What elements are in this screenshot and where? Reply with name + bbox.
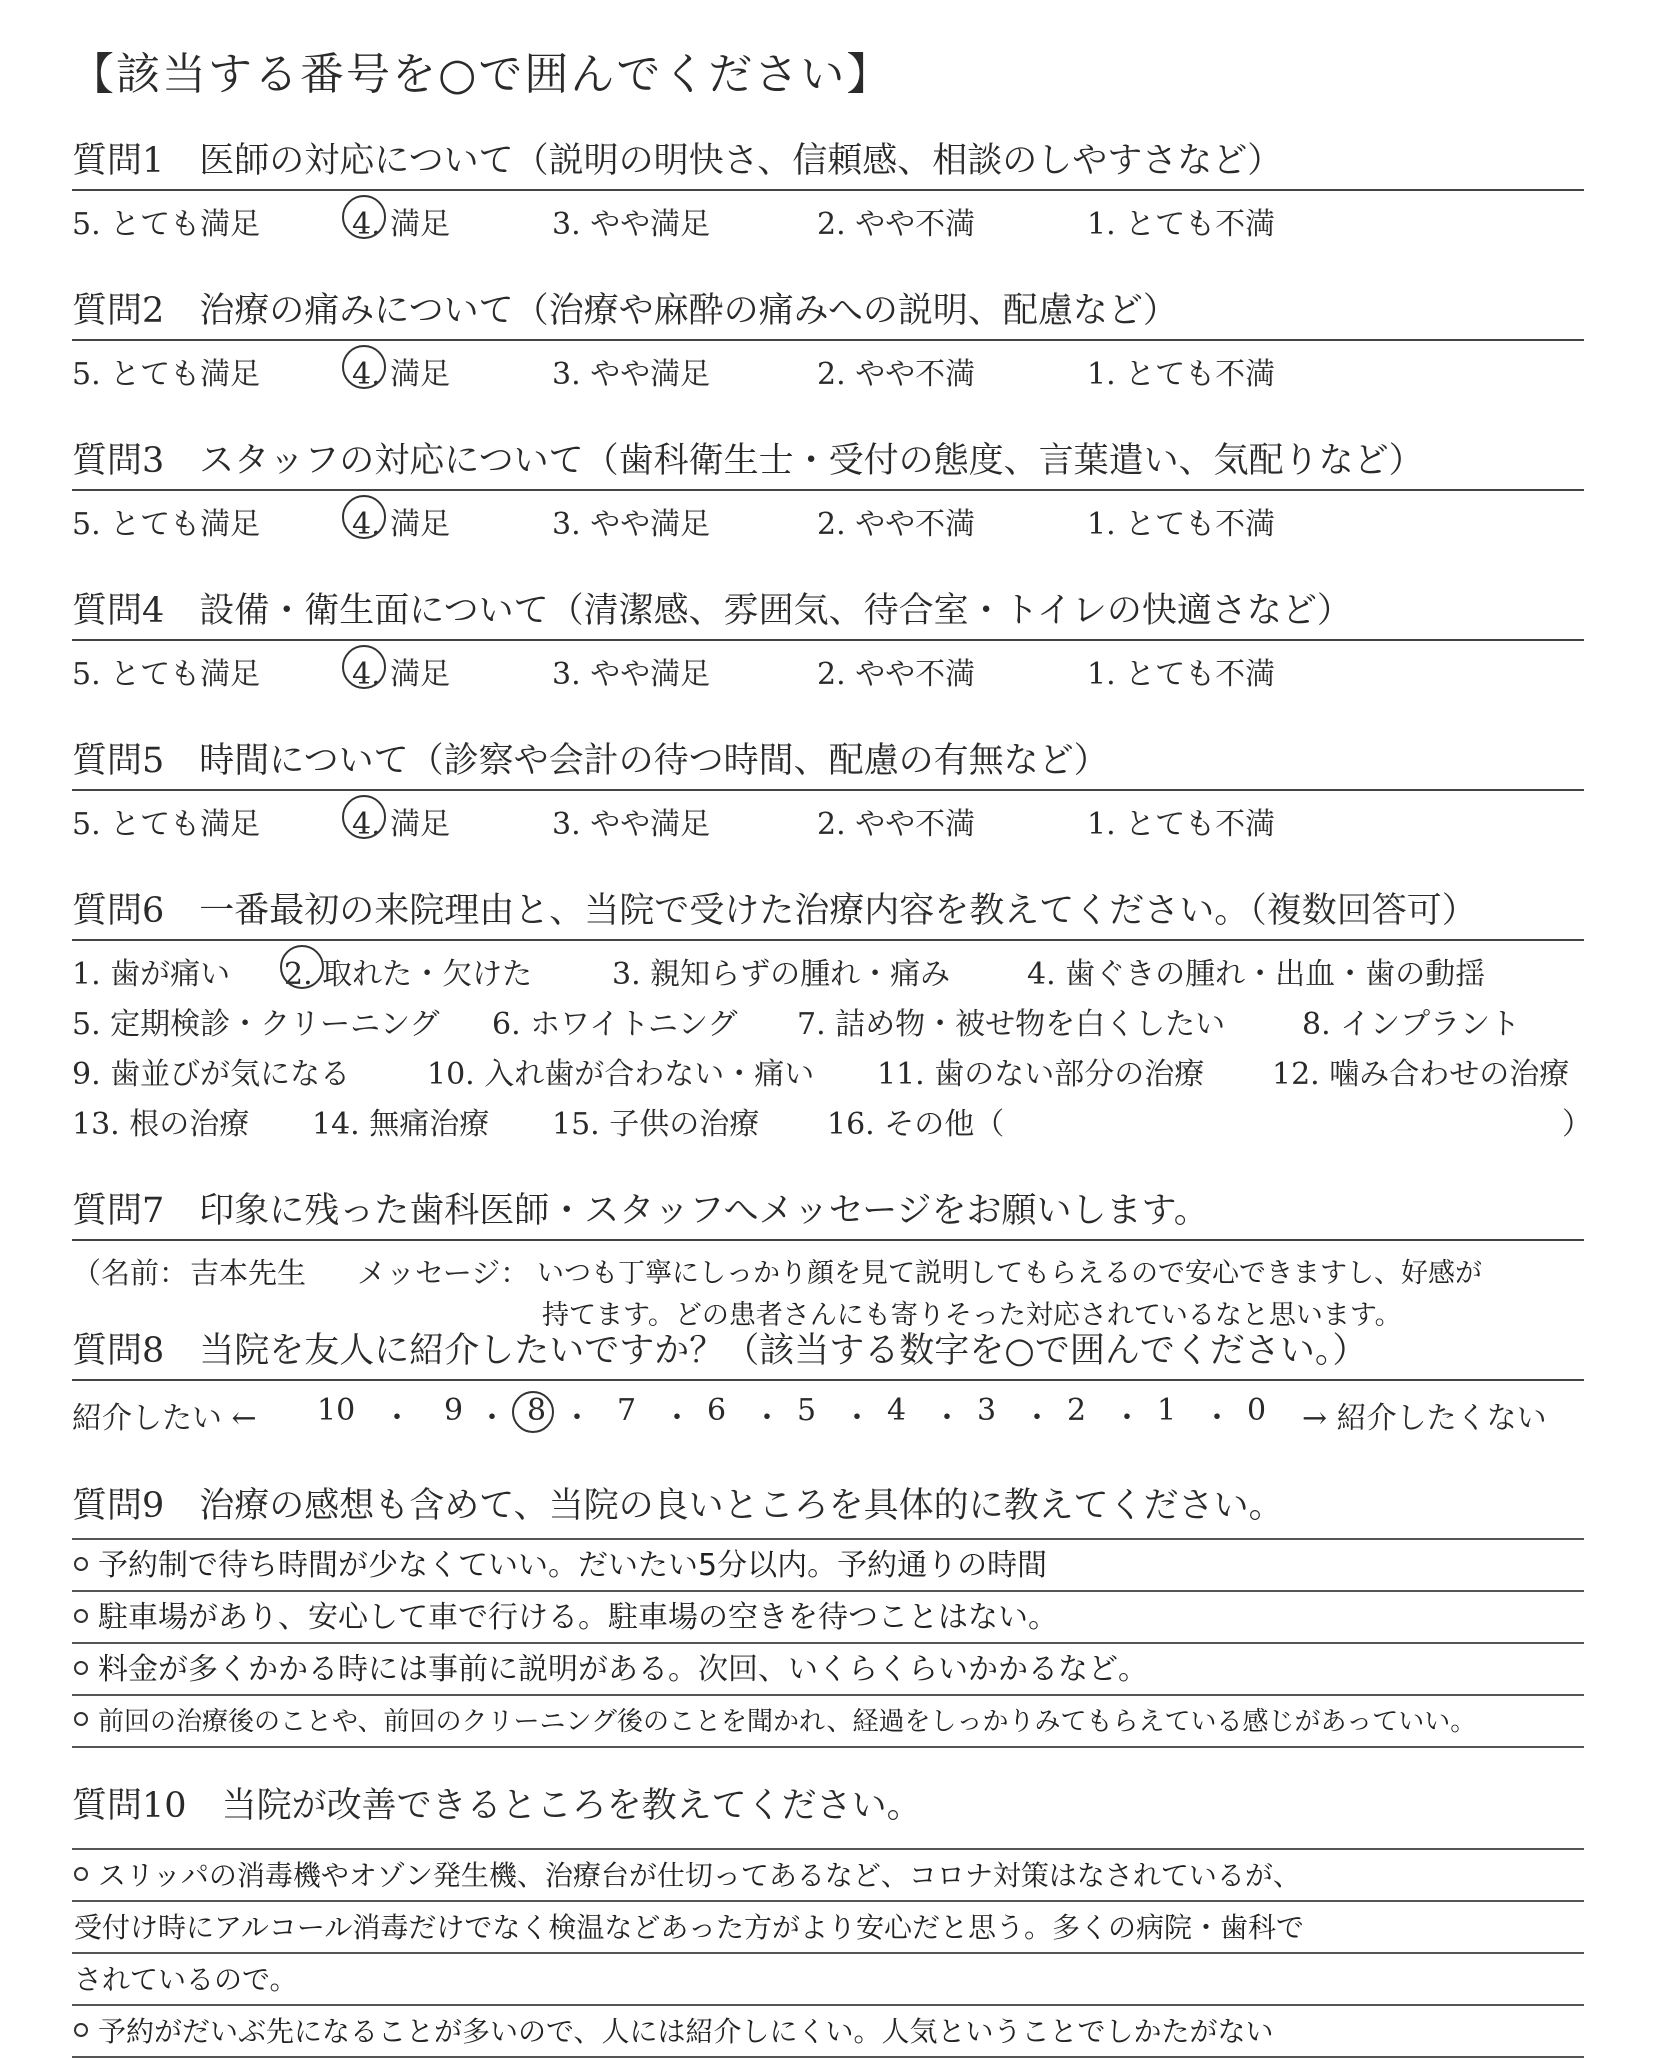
option-16-close: ）: [1562, 1107, 1592, 1142]
option-row: [72, 991, 1584, 1041]
question-label: 質問2: [72, 291, 165, 331]
option-satisfied[interactable]: 4. 満足: [352, 657, 451, 692]
message-line-1[interactable]: いつも丁寧にしっかり顔を見て説明してもらえるので安心できますし、好感が: [537, 1258, 1482, 1289]
option-very-satisfied[interactable]: 5. とても満足: [72, 657, 261, 692]
answer-line-1[interactable]: 予約制で待ち時間が少なくていい。だいたい5分以内。予約通りの時間: [72, 1540, 1584, 1592]
answer-lines: [72, 1538, 1584, 1748]
option-12[interactable]: 12. 噛み合わせの治療: [1272, 1057, 1570, 1092]
question-text: 当院を友人に紹介したいですか？（該当する数字を○で囲んでください。）: [199, 1331, 1368, 1371]
option-somewhat-satisfied[interactable]: 3. やや満足: [552, 207, 711, 242]
option-1[interactable]: 1. 歯が痛い: [72, 957, 231, 992]
option-very-dissatisfied[interactable]: 1. とても不満: [1087, 357, 1276, 392]
option-7[interactable]: 7. 詰め物・被せ物を白くしたい: [797, 1007, 1226, 1042]
question-text: 当院が改善できるところを教えてください。: [221, 1786, 922, 1826]
option-satisfied[interactable]: 4. 満足: [352, 357, 451, 392]
question-9: [72, 1480, 1584, 1748]
option-very-satisfied[interactable]: 5. とても満足: [72, 357, 261, 392]
answer-line-4[interactable]: 予約がだいぶ先になることが多いので、人には紹介しにくい。人気ということでしかたがない: [72, 2006, 1584, 2058]
score-2[interactable]: 2: [1067, 1393, 1087, 1428]
option-row: [72, 1041, 1584, 1091]
option-4[interactable]: 4. 歯ぐきの腫れ・出血・歯の動揺: [1027, 957, 1486, 992]
option-6[interactable]: 6. ホワイトニング: [492, 1007, 738, 1042]
option-somewhat-satisfied[interactable]: 3. やや満足: [552, 357, 711, 392]
answer-line-3[interactable]: されているので。: [72, 1954, 1584, 2006]
option-13[interactable]: 13. 根の治療: [72, 1107, 250, 1142]
score-0[interactable]: 0: [1247, 1393, 1267, 1428]
answer-lines: [72, 1848, 1584, 2058]
score-9[interactable]: 9: [444, 1393, 464, 1428]
question-text: 一番最初の来院理由と、当院で受けた治療内容を教えてください。（複数回答可）: [199, 891, 1477, 931]
question-label: 質問4: [72, 591, 165, 631]
option-5[interactable]: 5. 定期検診・クリーニング: [72, 1007, 440, 1042]
question-7: [72, 1185, 1584, 1333]
option-very-satisfied[interactable]: 5. とても満足: [72, 507, 261, 542]
rating-row: [72, 791, 1584, 842]
rating-row: [72, 191, 1584, 242]
message-line-2[interactable]: 持てます。どの患者さんにも寄りそった対応されているなと思います。: [542, 1300, 1402, 1331]
rating-row: [72, 641, 1584, 692]
question-label: 質問9: [72, 1486, 165, 1526]
score-6[interactable]: 6: [707, 1393, 727, 1428]
question-3: [72, 435, 1584, 542]
message-label: メッセージ：: [357, 1256, 530, 1290]
option-somewhat-dissatisfied[interactable]: 2. やや不満: [817, 657, 976, 692]
question-8: [72, 1325, 1584, 1441]
message-block: [72, 1241, 1584, 1333]
question-text: 設備・衛生面について（清潔感、雰囲気、待合室・トイレの快適さなど）: [199, 591, 1352, 631]
option-very-dissatisfied[interactable]: 1. とても不満: [1087, 207, 1276, 242]
recommend-scale: 紹介したい ← 10 ・ 9 ・ 8 ・ 7 ・ 6 ・ 5 ・ 4 ・ 3 ・ 2 ・ 1 ・ 0 → 紹介したくない: [72, 1393, 1547, 1436]
rating-row: [72, 341, 1584, 392]
answer-line-2[interactable]: 受付け時にアルコール消毒だけでなく検温などあった方がより安心だと思う。多くの病院・歯科で: [72, 1902, 1584, 1954]
option-satisfied[interactable]: 4. 満足: [352, 207, 451, 242]
score-8[interactable]: 8: [527, 1393, 547, 1428]
option-15[interactable]: 15. 子供の治療: [552, 1107, 760, 1142]
question-label: 質問3: [72, 441, 165, 481]
option-very-dissatisfied[interactable]: 1. とても不満: [1087, 657, 1276, 692]
question-text: スタッフの対応について（歯科衛生士・受付の態度、言葉遣い、気配りなど）: [199, 441, 1424, 481]
option-very-satisfied[interactable]: 5. とても満足: [72, 807, 261, 842]
answer-line-3[interactable]: 料金が多くかかる時には事前に説明がある。次回、いくらくらいかかるなど。: [72, 1644, 1584, 1696]
option-14[interactable]: 14. 無痛治療: [312, 1107, 490, 1142]
option-9[interactable]: 9. 歯並びが気になる: [72, 1057, 351, 1092]
question-text: 印象に残った歯科医師・スタッフへメッセージをお願いします。: [199, 1191, 1209, 1231]
name-value[interactable]: 吉本先生: [190, 1256, 307, 1290]
question-text: 治療の感想も含めて、当院の良いところを具体的に教えてください。: [199, 1486, 1284, 1526]
option-very-dissatisfied[interactable]: 1. とても不満: [1087, 507, 1276, 542]
question-5: [72, 735, 1584, 842]
option-satisfied[interactable]: 4. 満足: [352, 807, 451, 842]
option-somewhat-dissatisfied[interactable]: 2. やや不満: [817, 207, 976, 242]
rating-row: [72, 491, 1584, 542]
recommend-right-label: → 紹介したくない: [1302, 1401, 1547, 1436]
option-somewhat-dissatisfied[interactable]: 2. やや不満: [817, 507, 976, 542]
question-text: 時間について（診察や会計の待つ時間、配慮の有無など）: [199, 741, 1109, 781]
question-text: 医師の対応について（説明の明快さ、信頼感、相談のしやすさなど）: [199, 141, 1283, 181]
question-label: 質問5: [72, 741, 165, 781]
option-somewhat-dissatisfied[interactable]: 2. やや不満: [817, 807, 976, 842]
score-7[interactable]: 7: [617, 1393, 637, 1428]
score-4[interactable]: 4: [887, 1393, 907, 1428]
question-label: 質問1: [72, 141, 165, 181]
option-somewhat-satisfied[interactable]: 3. やや満足: [552, 657, 711, 692]
question-label: 質問10: [72, 1786, 187, 1826]
question-4: [72, 585, 1584, 692]
option-satisfied[interactable]: 4. 満足: [352, 507, 451, 542]
option-very-satisfied[interactable]: 5. とても満足: [72, 207, 261, 242]
question-2: [72, 285, 1584, 392]
option-somewhat-satisfied[interactable]: 3. やや満足: [552, 507, 711, 542]
option-row: [72, 941, 1584, 991]
option-very-dissatisfied[interactable]: 1. とても不満: [1087, 807, 1276, 842]
question-1: [72, 135, 1584, 242]
answer-line-1[interactable]: スリッパの消毒機やオゾン発生機、治療台が仕切ってあるなど、コロナ対策はなされているが、: [72, 1850, 1584, 1902]
question-label: 質問6: [72, 891, 165, 931]
recommend-left-label: 紹介したい ←: [72, 1401, 257, 1436]
question-label: 質問7: [72, 1191, 165, 1231]
option-11[interactable]: 11. 歯のない部分の治療: [877, 1057, 1205, 1092]
score-1[interactable]: 1: [1157, 1393, 1177, 1428]
page-title: 【該当する番号を○で囲んでください】: [70, 49, 893, 100]
question-6: [72, 885, 1592, 1142]
question-10: [72, 1780, 1584, 2058]
score-5[interactable]: 5: [797, 1393, 817, 1428]
option-somewhat-satisfied[interactable]: 3. やや満足: [552, 807, 711, 842]
answer-line-2[interactable]: 駐車場があり、安心して車で行ける。駐車場の空きを待つことはない。: [72, 1592, 1584, 1644]
option-3[interactable]: 3. 親知らずの腫れ・痛み: [612, 957, 951, 992]
score-10[interactable]: 10: [317, 1393, 356, 1428]
option-10[interactable]: 10. 入れ歯が合わない・痛い: [427, 1057, 815, 1092]
score-3[interactable]: 3: [977, 1393, 997, 1428]
answer-line-4[interactable]: 前回の治療後のことや、前回のクリーニング後のことを聞かれ、経過をしっかりみてもらえている感じがあっていい。: [72, 1696, 1584, 1748]
option-2[interactable]: 2. 取れた・欠けた: [284, 957, 533, 992]
question-label: 質問8: [72, 1331, 165, 1371]
option-row: [72, 1091, 1592, 1142]
option-8[interactable]: 8. インプラント: [1302, 1007, 1521, 1042]
option-somewhat-dissatisfied[interactable]: 2. やや不満: [817, 357, 976, 392]
option-16[interactable]: 16. その他（: [827, 1107, 1005, 1142]
question-text: 治療の痛みについて（治療や麻酔の痛みへの説明、配慮など）: [199, 291, 1178, 331]
name-label: （名前：: [72, 1256, 189, 1290]
